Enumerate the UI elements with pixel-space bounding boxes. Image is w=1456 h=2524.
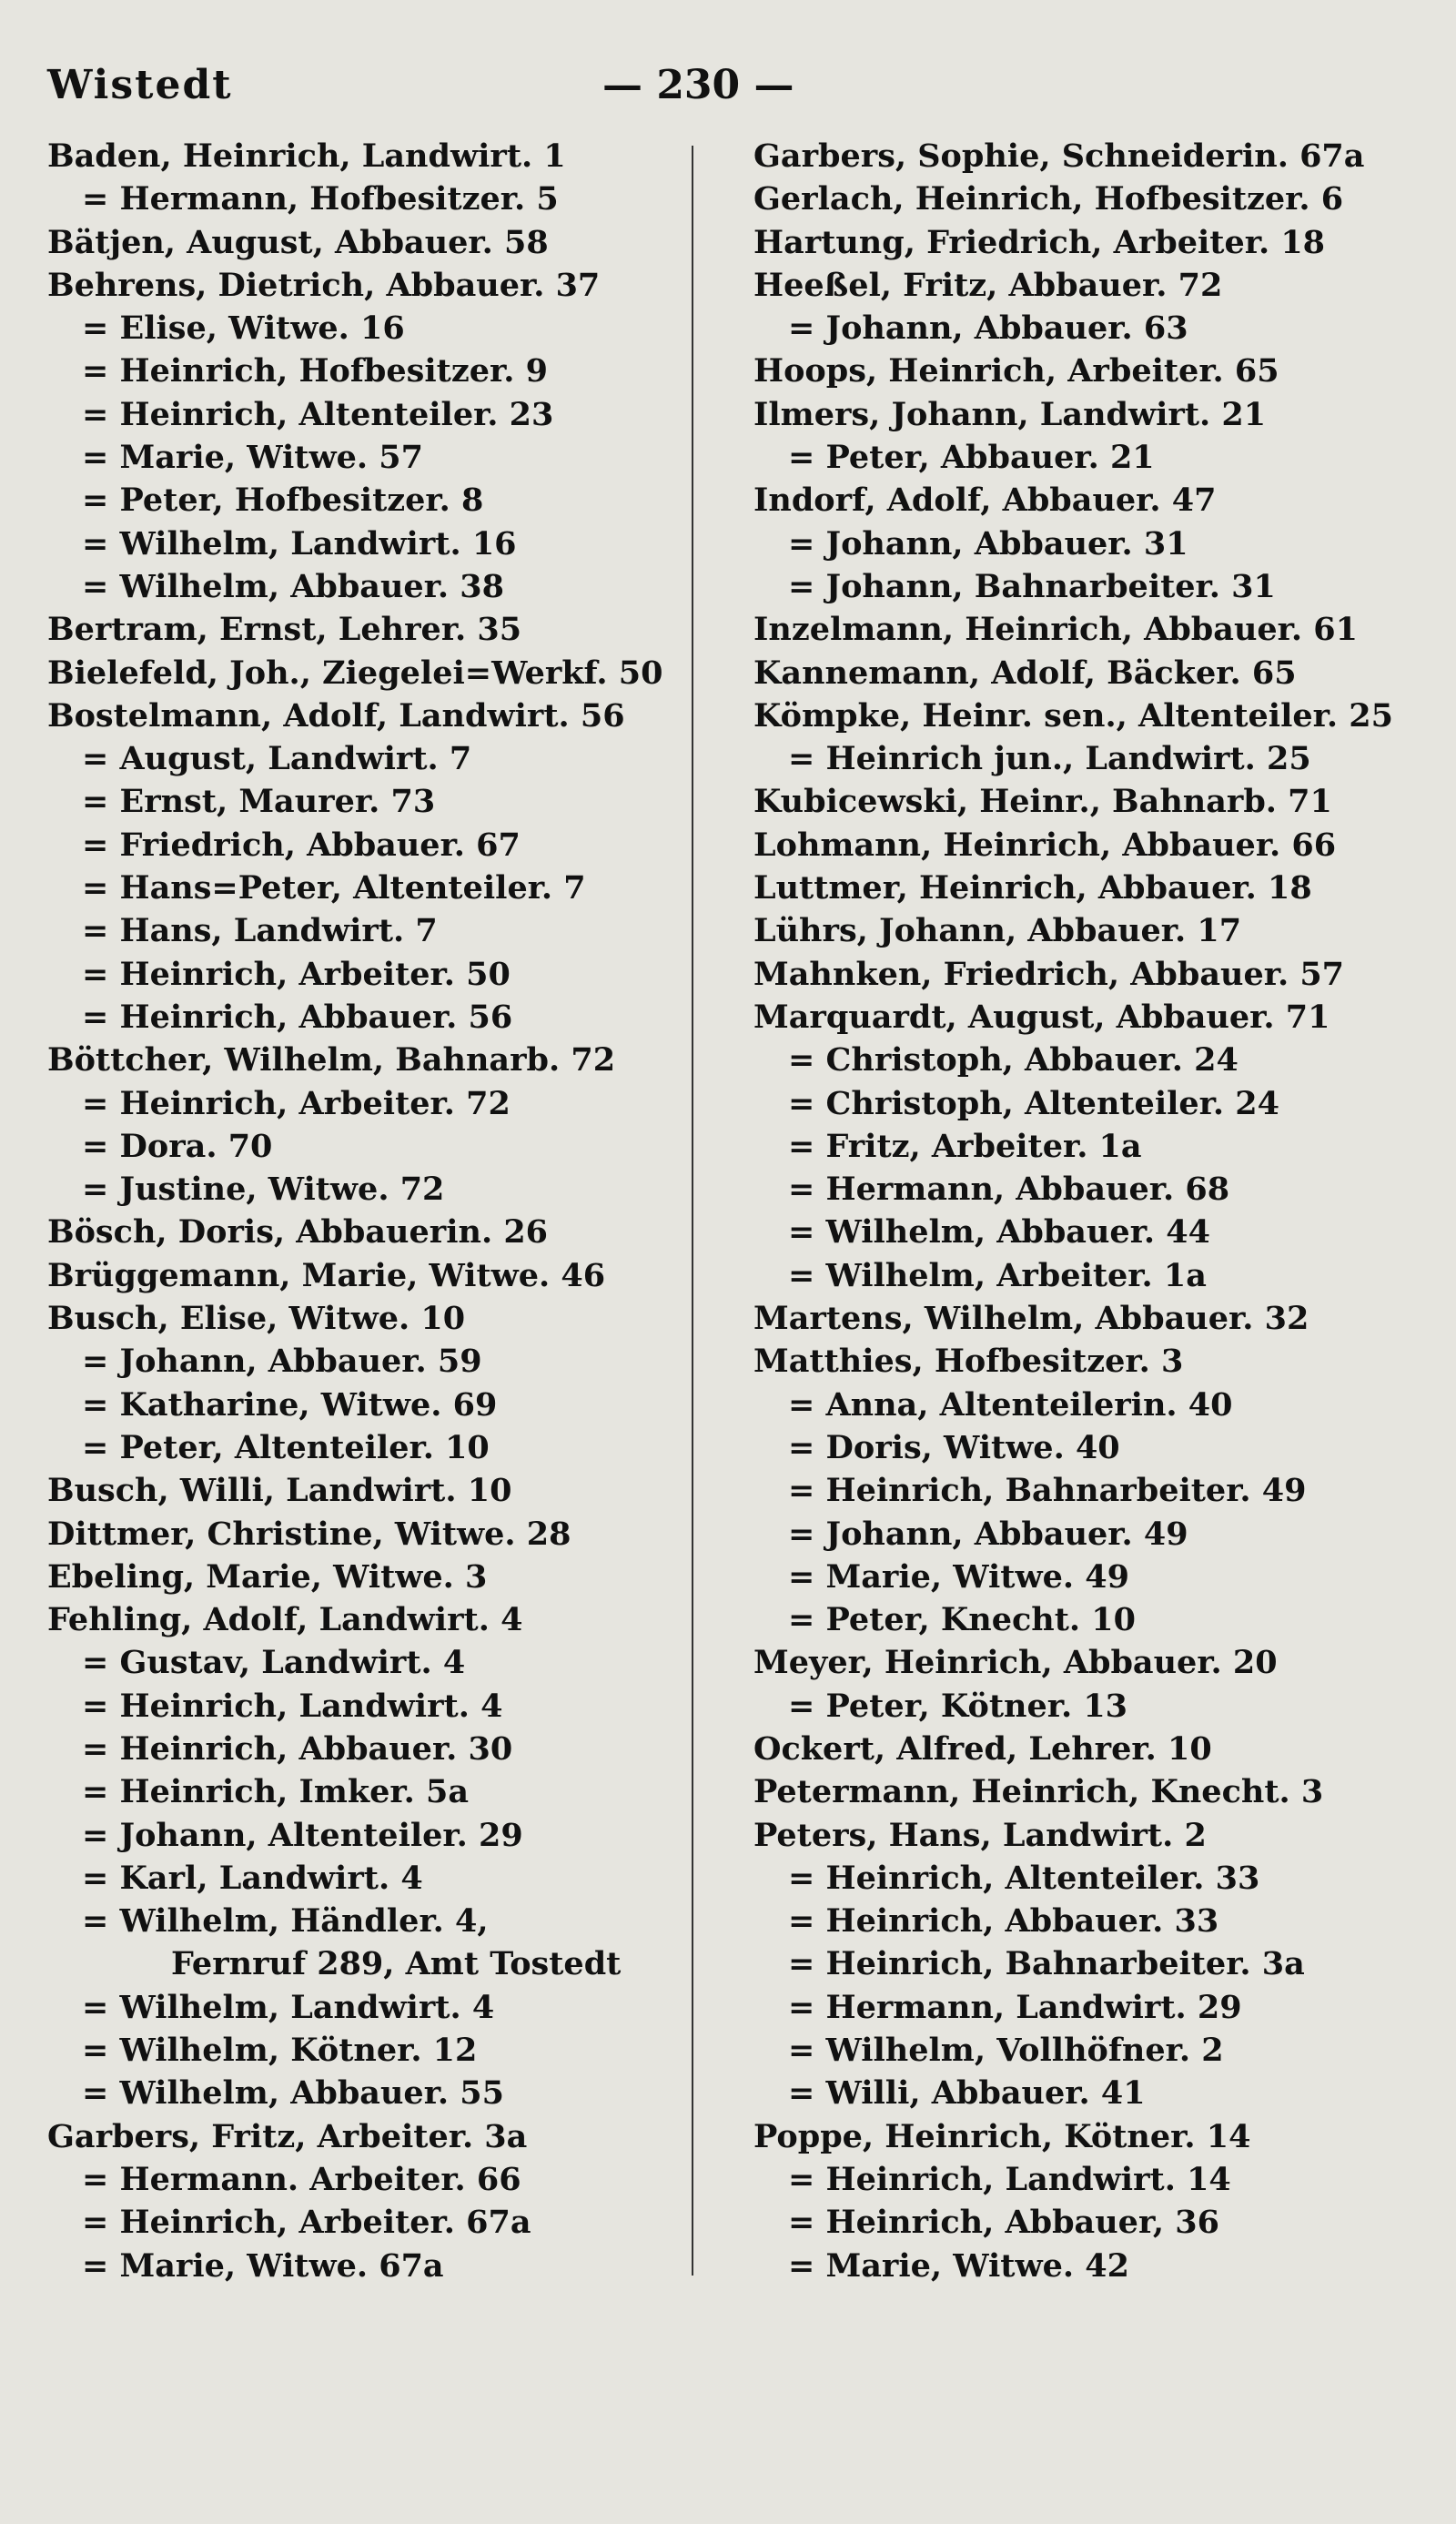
directory-entry: Bertram, Ernst, Lehrer. 35 [47, 611, 522, 649]
directory-entry: = Heinrich, Abbauer. 30 [82, 1729, 513, 1768]
directory-entry: = Heinrich, Abbauer. 56 [82, 998, 513, 1036]
directory-entry: Petermann, Heinrich, Knecht. 3 [753, 1773, 1324, 1811]
directory-entry: = Hermann, Abbauer. 68 [788, 1171, 1230, 1209]
directory-entry: = Katharine, Witwe. 69 [82, 1385, 498, 1424]
directory-entry: = August, Landwirt. 7 [82, 740, 472, 778]
directory-entry: Ebeling, Marie, Witwe. 3 [47, 1557, 488, 1596]
directory-entry: Hartung, Friedrich, Arbeiter. 18 [753, 223, 1326, 261]
directory-entry: = Heinrich, Imker. 5a [82, 1773, 470, 1811]
directory-entry: = Heinrich, Abbauer. 33 [788, 1902, 1219, 1941]
directory-entry: = Wilhelm, Arbeiter. 1a [788, 1256, 1207, 1294]
directory-entry: Peters, Hans, Landwirt. 2 [753, 1816, 1207, 1854]
directory-entry: = Karl, Landwirt. 4 [82, 1859, 423, 1897]
directory-entry: = Christoph, Altenteiler. 24 [788, 1084, 1279, 1122]
directory-entry: Bätjen, August, Abbauer. 58 [47, 223, 549, 261]
directory-entry: Mahnken, Friedrich, Abbauer. 57 [753, 955, 1345, 993]
left-column [47, 135, 684, 2287]
directory-entry: Böttcher, Wilhelm, Bahnarb. 72 [47, 1041, 616, 1080]
directory-entry: Baden, Heinrich, Landwirt. 1 [47, 137, 566, 175]
directory-entry: Fehling, Adolf, Landwirt. 4 [47, 1601, 523, 1639]
directory-entry: Kömpke, Heinr. sen., Altenteiler. 25 [753, 696, 1393, 735]
directory-entry: Kubicewski, Heinr., Bahnarb. 71 [753, 783, 1332, 821]
directory-entry: = Marie, Witwe. 42 [788, 2246, 1129, 2285]
directory-entry: = Heinrich, Bahnarbeiter. 49 [788, 1472, 1307, 1510]
directory-entry: = Wilhelm, Abbauer. 55 [82, 2074, 505, 2113]
directory-entry: = Wilhelm, Landwirt. 4 [82, 1988, 495, 2026]
directory-entry: = Hermann, Landwirt. 29 [788, 1988, 1242, 2026]
directory-entry: Lohmann, Heinrich, Abbauer. 66 [753, 826, 1337, 864]
directory-entry: = Peter, Altenteiler. 10 [82, 1428, 490, 1466]
directory-entry: Garbers, Fritz, Arbeiter. 3a [47, 2117, 528, 2155]
directory-entry: = Wilhelm, Landwirt. 16 [82, 524, 517, 563]
directory-entry: Poppe, Heinrich, Kötner. 14 [753, 2117, 1251, 2155]
directory-entry: = Hans=Peter, Altenteiler. 7 [82, 869, 586, 907]
directory-entry: Martens, Wilhelm, Abbauer. 32 [753, 1300, 1309, 1338]
directory-entry: = Heinrich, Arbeiter. 67a [82, 2204, 531, 2242]
directory-entry: = Johann, Abbauer. 63 [788, 309, 1188, 348]
directory-entry: = Heinrich, Landwirt. 4 [82, 1687, 503, 1725]
directory-entry: = Ernst, Maurer. 73 [82, 783, 436, 821]
directory-entry: = Elise, Witwe. 16 [82, 309, 405, 348]
directory-entry: = Wilhelm, Abbauer. 38 [82, 567, 505, 605]
directory-entry: Lührs, Johann, Abbauer. 17 [753, 912, 1242, 950]
page-number: — 230 — [602, 62, 794, 108]
directory-entry: Kannemann, Adolf, Bäcker. 65 [753, 654, 1297, 692]
directory-entry: = Heinrich, Hofbesitzer. 9 [82, 352, 548, 390]
directory-entry: = Gustav, Landwirt. 4 [82, 1644, 466, 1682]
directory-entry: = Doris, Witwe. 40 [788, 1428, 1120, 1466]
directory-entry: = Marie, Witwe. 57 [82, 439, 423, 477]
directory-entry: Meyer, Heinrich, Abbauer. 20 [753, 1644, 1278, 1682]
directory-entry: = Hermann, Hofbesitzer. 5 [82, 180, 559, 218]
directory-entry: Indorf, Adolf, Abbauer. 47 [753, 481, 1217, 520]
directory-entry: = Johann, Altenteiler. 29 [82, 1816, 523, 1854]
town-name: Wistedt [47, 62, 233, 108]
directory-entry: Ockert, Alfred, Lehrer. 10 [753, 1729, 1212, 1768]
directory-entry: = Heinrich, Abbauer, 36 [788, 2204, 1219, 2242]
directory-entry: Behrens, Dietrich, Abbauer. 37 [47, 266, 601, 304]
directory-entry: = Johann, Abbauer. 31 [788, 524, 1188, 563]
directory-entry: = Peter, Hofbesitzer. 8 [82, 481, 484, 520]
directory-entry: Luttmer, Heinrich, Abbauer. 18 [753, 869, 1312, 907]
directory-entry: = Heinrich jun., Landwirt. 25 [788, 740, 1311, 778]
directory-entry: Heeßel, Fritz, Abbauer. 72 [753, 266, 1223, 304]
directory-entry: = Justine, Witwe. 72 [82, 1171, 445, 1209]
directory-entry: = Johann, Abbauer. 49 [788, 1515, 1188, 1553]
directory-entry: Ilmers, Johann, Landwirt. 21 [753, 395, 1267, 433]
directory-entry: Inzelmann, Heinrich, Abbauer. 61 [753, 611, 1358, 649]
directory-entry: Bösch, Doris, Abbauerin. 26 [47, 1213, 549, 1252]
directory-entry: = Wilhelm, Händler. 4, [82, 1902, 489, 1941]
directory-entry: = Heinrich, Altenteiler. 23 [82, 395, 554, 433]
directory-entry: = Friedrich, Abbauer. 67 [82, 826, 521, 864]
directory-entry: Fernruf 289, Amt Tostedt [171, 1945, 622, 1983]
directory-entry: = Dora. 70 [82, 1127, 273, 1165]
column-divider [692, 146, 693, 2276]
directory-entry: = Anna, Altenteilerin. 40 [788, 1385, 1233, 1424]
directory-entry: = Peter, Knecht. 10 [788, 1601, 1136, 1639]
directory-entry: = Hans, Landwirt. 7 [82, 912, 438, 950]
directory-entry: Matthies, Hofbesitzer. 3 [753, 1343, 1184, 1381]
directory-entry: = Willi, Abbauer. 41 [788, 2074, 1146, 2113]
directory-entry: Bostelmann, Adolf, Landwirt. 56 [47, 696, 625, 735]
directory-entry: = Johann, Abbauer. 59 [82, 1343, 482, 1381]
right-column [753, 135, 1409, 2287]
directory-entry: = Peter, Kötner. 13 [788, 1687, 1128, 1725]
directory-entry: = Heinrich, Landwirt. 14 [788, 2160, 1231, 2198]
directory-entry: Dittmer, Christine, Witwe. 28 [47, 1515, 571, 1553]
directory-entry: Busch, Willi, Landwirt. 10 [47, 1472, 512, 1510]
directory-entry: = Marie, Witwe. 49 [788, 1557, 1129, 1596]
directory-entry: Gerlach, Heinrich, Hofbesitzer. 6 [753, 180, 1344, 218]
directory-entry: Busch, Elise, Witwe. 10 [47, 1300, 466, 1338]
directory-entry: = Heinrich, Arbeiter. 72 [82, 1084, 511, 1122]
directory-entry: = Heinrich, Arbeiter. 50 [82, 955, 511, 993]
directory-entry: Brüggemann, Marie, Witwe. 46 [47, 1256, 606, 1294]
directory-entry: = Wilhelm, Kötner. 12 [82, 2032, 478, 2070]
directory-entry: = Wilhelm, Vollhöfner. 2 [788, 2032, 1224, 2070]
directory-entry: = Johann, Bahnarbeiter. 31 [788, 567, 1276, 605]
directory-entry: = Marie, Witwe. 67a [82, 2246, 444, 2285]
page-header [47, 62, 1421, 126]
directory-entry: Bielefeld, Joh., Ziegelei=Werkf. 50 [47, 654, 663, 692]
directory-entry: = Wilhelm, Abbauer. 44 [788, 1213, 1211, 1252]
directory-entry: = Peter, Abbauer. 21 [788, 439, 1155, 477]
directory-entry: = Fritz, Arbeiter. 1a [788, 1127, 1142, 1165]
directory-entry: = Heinrich, Bahnarbeiter. 3a [788, 1945, 1305, 1983]
directory-entry: = Christoph, Abbauer. 24 [788, 1041, 1239, 1080]
directory-entry: = Heinrich, Altenteiler. 33 [788, 1859, 1260, 1897]
directory-entry: Marquardt, August, Abbauer. 71 [753, 998, 1330, 1036]
directory-entry: = Hermann. Arbeiter. 66 [82, 2160, 521, 2198]
directory-entry: Garbers, Sophie, Schneiderin. 67a [753, 137, 1365, 175]
directory-entry: Hoops, Heinrich, Arbeiter. 65 [753, 352, 1279, 390]
